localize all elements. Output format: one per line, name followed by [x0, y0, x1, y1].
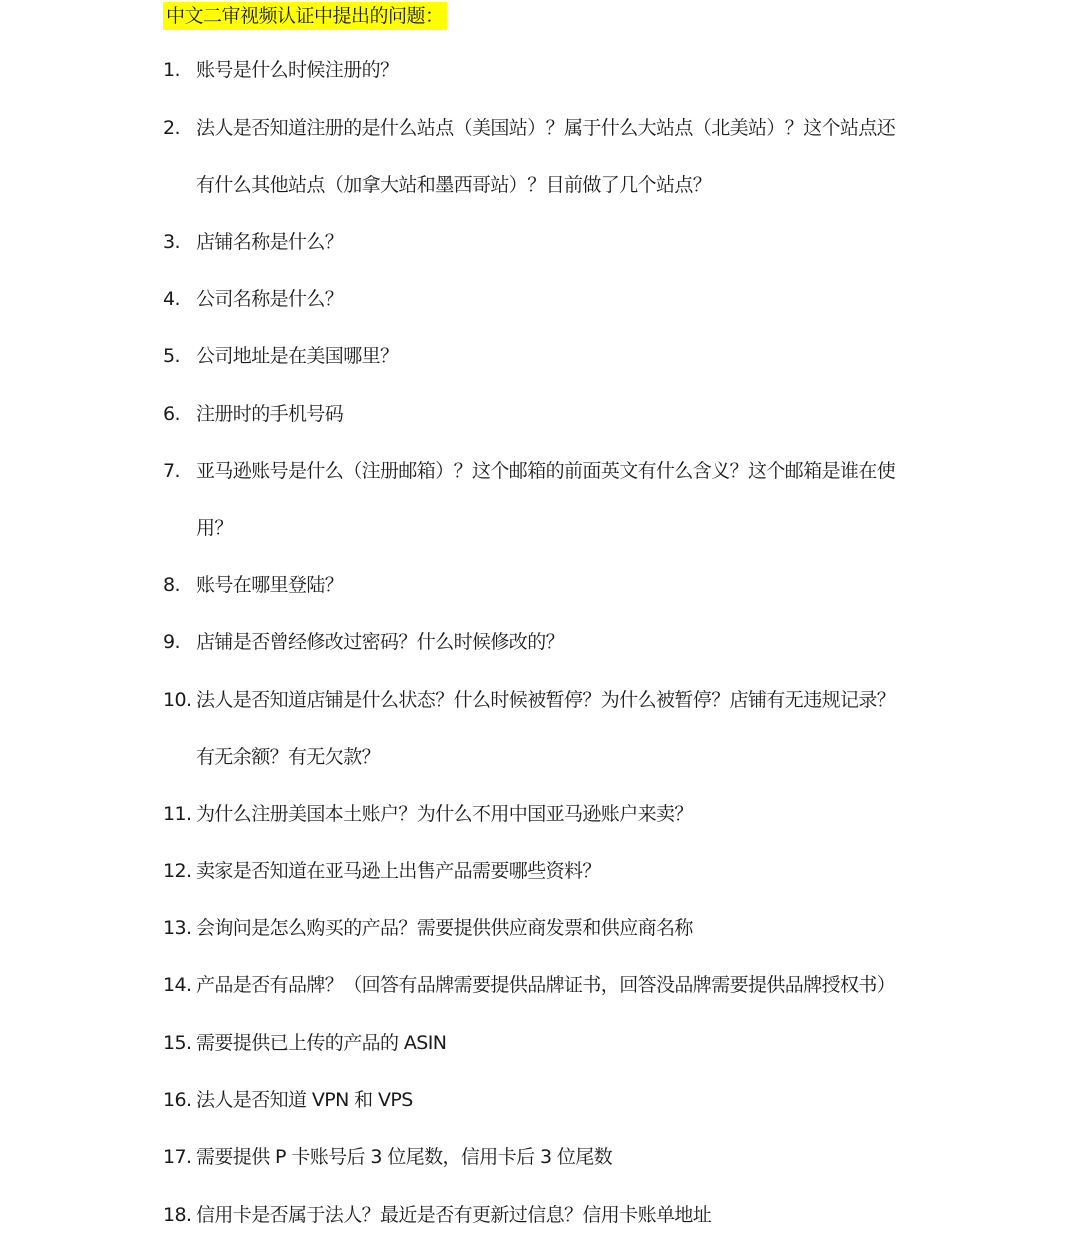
item-number: 8. [163, 574, 180, 596]
item-text: 需要提供已上传的产品的 ASIN [196, 1032, 447, 1054]
item-number: 7. [163, 460, 180, 482]
item-number: 15. [163, 1032, 192, 1054]
item-number: 4. [163, 288, 180, 310]
page-heading: 中文二审视频认证中提出的问题： [163, 2, 447, 30]
item-number: 17. [163, 1146, 192, 1168]
item-number: 3. [163, 231, 180, 253]
item-number: 13. [163, 917, 192, 939]
item-text: 亚马逊账号是什么（注册邮箱）？这个邮箱的前面英文有什么含义？这个邮箱是谁在使 [196, 460, 896, 482]
item-number: 12. [163, 860, 192, 882]
item-number: 6. [163, 403, 180, 425]
item-number: 14. [163, 974, 192, 996]
item-text: 卖家是否知道在亚马逊上出售产品需要哪些资料？ [196, 860, 601, 882]
item-text: 账号是什么时候注册的？ [196, 59, 399, 81]
item-number: 18. [163, 1204, 192, 1226]
item-text: 注册时的手机号码 [196, 403, 344, 425]
item-text: 需要提供 P 卡账号后 3 位尾数，信用卡后 3 位尾数 [196, 1146, 613, 1168]
item-number: 16. [163, 1089, 192, 1111]
item-text: 店铺是否曾经修改过密码？什么时候修改的？ [196, 631, 565, 653]
item-text: 法人是否知道 VPN 和 VPS [196, 1089, 413, 1111]
item-text: 信用卡是否属于法人？最近是否有更新过信息？信用卡账单地址 [196, 1204, 712, 1226]
item-text: 账号在哪里登陆？ [196, 574, 344, 596]
item-text: 店铺名称是什么？ [196, 231, 344, 253]
item-text: 用？ [196, 517, 233, 539]
item-number: 9. [163, 631, 180, 653]
item-text: 产品是否有品牌？（回答有品牌需要提供品牌证书，回答没品牌需要提供品牌授权书） [196, 974, 896, 996]
item-text: 公司地址是在美国哪里？ [196, 345, 399, 367]
item-text: 有什么其他站点（加拿大站和墨西哥站）？目前做了几个站点？ [196, 174, 712, 196]
item-text: 会询问是怎么购买的产品？需要提供供应商发票和供应商名称 [196, 917, 693, 939]
item-number: 1. [163, 59, 180, 81]
item-text: 法人是否知道注册的是什么站点（美国站）？属于什么大站点（北美站）？这个站点还 [196, 117, 896, 139]
item-number: 5. [163, 345, 180, 367]
item-text: 法人是否知道店铺是什么状态？什么时候被暂停？为什么被暂停？店铺有无违规记录？ [196, 689, 896, 711]
item-text: 为什么注册美国本土账户？为什么不用中国亚马逊账户来卖？ [196, 803, 693, 825]
item-text: 有无余额？有无欠款？ [196, 746, 381, 768]
item-text: 公司名称是什么？ [196, 288, 344, 310]
item-number: 2. [163, 117, 180, 139]
item-number: 11. [163, 803, 192, 825]
item-number: 10. [163, 689, 192, 711]
